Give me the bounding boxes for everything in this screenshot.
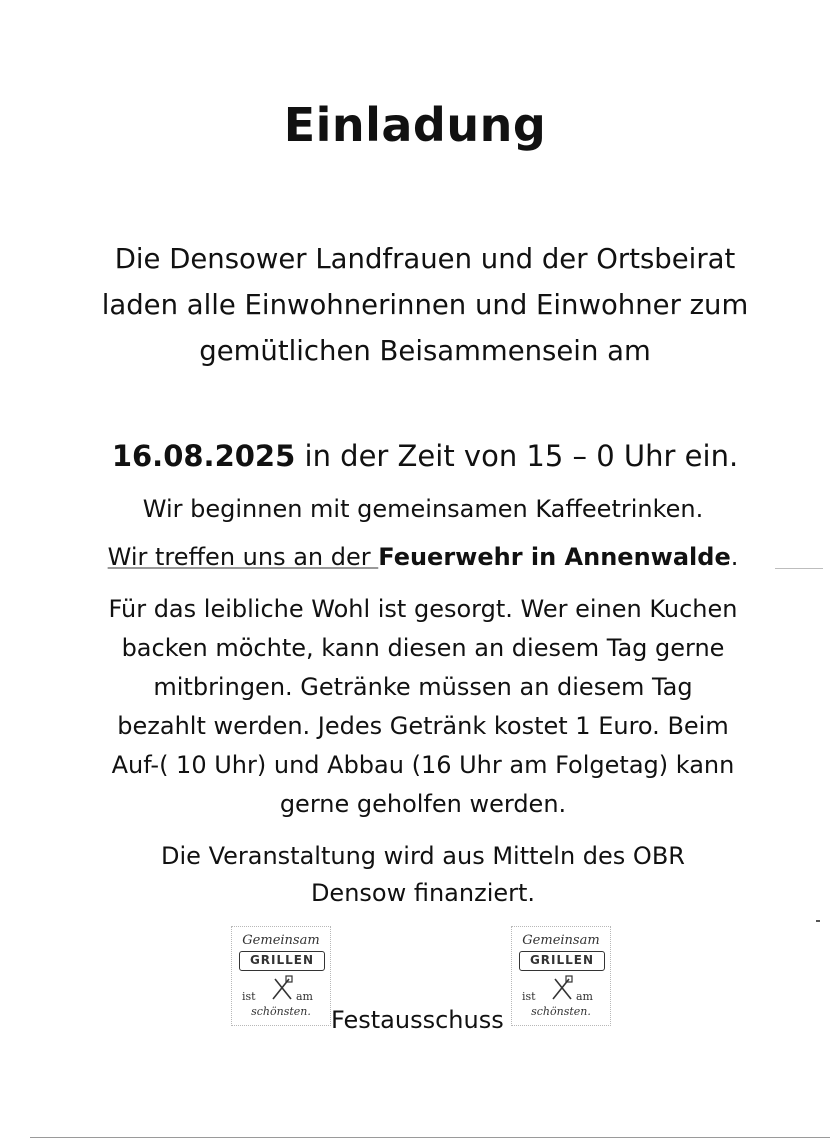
scan-artifact-line <box>775 568 823 569</box>
badge-ist-text: ist <box>522 990 536 1003</box>
begin-line: Wir beginnen mit gemeinsamen Kaffeetrinken. <box>142 495 704 523</box>
grill-badge-left <box>231 926 331 1026</box>
meeting-prefix: Wir treffen uns an der <box>107 543 379 571</box>
committee-signature: Festausschuss <box>331 1006 504 1034</box>
page-title: Einladung <box>283 98 547 152</box>
meeting-place: Feuerwehr in Annenwalde <box>378 543 731 571</box>
badge-am-text: am <box>576 990 593 1003</box>
badge-ist-text: ist <box>242 990 256 1003</box>
finance-paragraph: Die Veranstaltung wird aus Mitteln des OBR Densow finanziert. <box>161 842 685 907</box>
food-paragraph: Für das leibliche Wohl ist gesorgt. Wer einen Kuchen backen möchte, kann diesen an diesem Tag gerne mitbringen. Getränke müssen an diesem Tag bezahlt werden. Jedes Getränk kostet 1 Euro. Beim Auf-( 10 Uhr) und Abbau (16 Uhr am Folgetag) kann gerne geholfen werden. <box>108 595 738 818</box>
badge-top-text: Gemeinsam <box>242 933 320 948</box>
event-date: 16.08.2025 <box>111 439 296 473</box>
badge-bottom-text: schönsten. <box>531 1005 591 1018</box>
scan-speck <box>816 920 820 922</box>
badge-bottom-text: schönsten. <box>251 1005 311 1018</box>
badge-am-text: am <box>296 990 313 1003</box>
event-time: in der Zeit von 15 – 0 Uhr ein. <box>295 439 739 473</box>
intro-paragraph: Die Densower Landfrauen und der Ortsbeirat laden alle Einwohnerinnen und Einwohner zum gemütlichen Beisammensein am <box>101 243 749 367</box>
badge-top-text: Gemeinsam <box>522 933 600 948</box>
badge-grill-text: GRILLEN <box>519 951 605 971</box>
meeting-place-line <box>0 541 830 573</box>
date-line <box>0 436 830 476</box>
badge-grill-text: GRILLEN <box>239 951 325 971</box>
grill-badge-right <box>511 926 611 1026</box>
scan-bottom-edge <box>30 1137 830 1138</box>
grill-tools-icon <box>269 975 295 1001</box>
grill-tools-icon <box>549 975 575 1001</box>
meeting-suffix: . <box>730 543 739 571</box>
